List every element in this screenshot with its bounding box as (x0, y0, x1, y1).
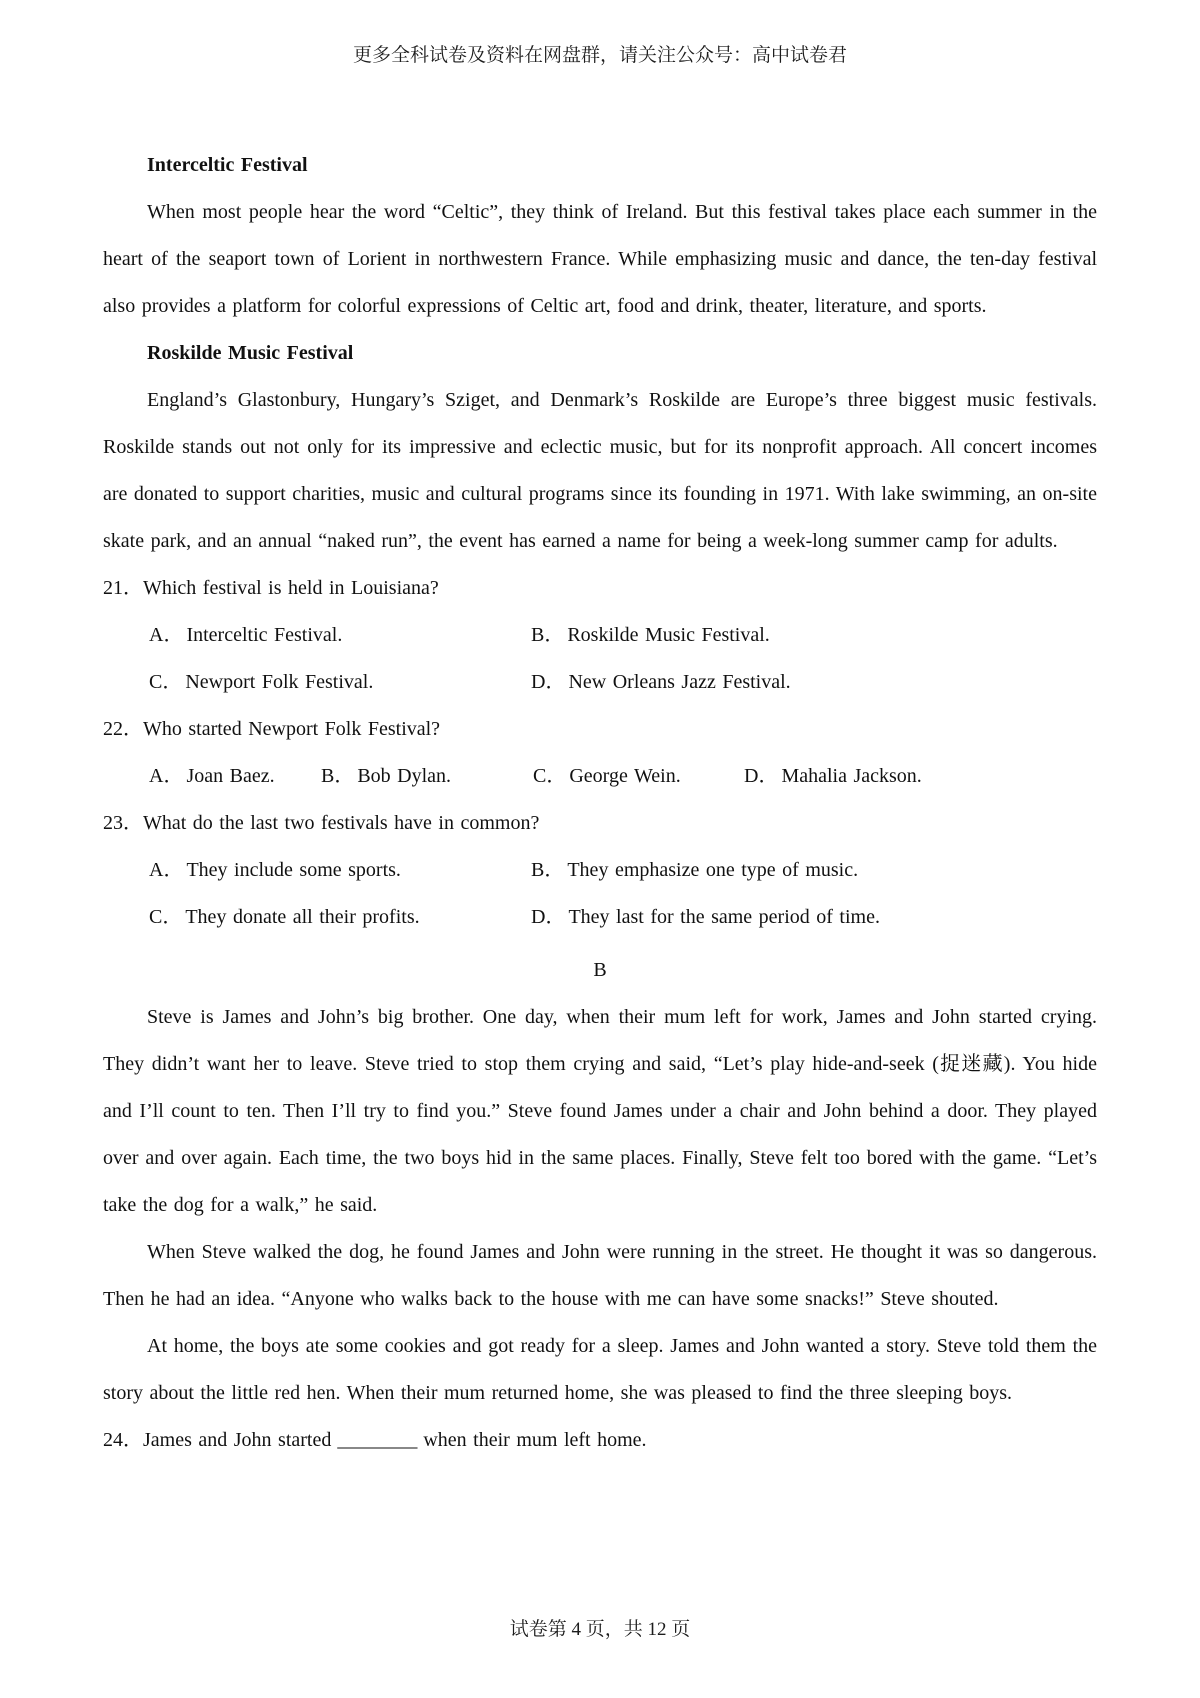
option-label: D． (744, 765, 779, 787)
option-text: Interceltic Festival. (186, 624, 343, 646)
question-21-option-a (149, 612, 531, 659)
question-23-option-b (531, 847, 858, 894)
option-text: They donate all their profits. (185, 906, 420, 928)
question-23 (103, 800, 1097, 847)
option-text: They include some sports. (186, 859, 401, 881)
option-label: D． (531, 906, 566, 928)
section-b-label: B (593, 959, 607, 981)
option-label: B． (531, 624, 565, 646)
question-22-text: Who started Newport Folk Festival? (143, 718, 441, 740)
passage-heading-interceltic: Interceltic Festival (147, 154, 308, 176)
footer-page-number: 试卷第 4 页，共 12 页 (509, 1619, 691, 1640)
option-text: New Orleans Jazz Festival. (568, 671, 791, 693)
question-21-option-b (531, 612, 770, 659)
option-label: C． (149, 671, 183, 693)
question-22-option-d (744, 753, 922, 800)
question-24-blank: ________ (337, 1429, 418, 1451)
question-23-text: What do the last two festivals have in common? (143, 812, 540, 834)
question-23-option-a (149, 847, 531, 894)
option-text: Roskilde Music Festival. (567, 624, 770, 646)
option-text: Joan Baez. (186, 765, 275, 787)
question-23-option-d (531, 894, 880, 941)
option-label: C． (533, 765, 567, 787)
option-text: They last for the same period of time. (568, 906, 880, 928)
question-21-options-row-2 (103, 659, 1097, 706)
option-text: Newport Folk Festival. (185, 671, 374, 693)
question-22-option-c (533, 753, 744, 800)
question-21-options-row-1 (103, 612, 1097, 659)
option-label: A． (149, 765, 184, 787)
passage-heading-roskilde: Roskilde Music Festival (147, 342, 354, 364)
question-24 (103, 1417, 1097, 1464)
option-label: A． (149, 859, 184, 881)
option-label: C． (149, 906, 183, 928)
question-21 (103, 565, 1097, 612)
question-24-text-before: James and John started (143, 1429, 332, 1451)
passage-b-paragraph-3: At home, the boys ate some cookies and got ready for a sleep. James and John wanted a story. Steve told them the story about the little red hen. When their mum returned home, she was pleased to find the three sleeping boys. (103, 1335, 1097, 1404)
passage-b-paragraph-2: When Steve walked the dog, he found James and John were running in the street. He thought it was so dangerous. Then he had an idea. “Anyone who walks back to the house with me can have some snacks!” Steve shouted. (103, 1241, 1097, 1310)
question-22-option-b (321, 753, 533, 800)
question-21-option-c (149, 659, 531, 706)
question-23-option-c (149, 894, 531, 941)
question-21-option-d (531, 659, 791, 706)
exam-content (103, 142, 1097, 1464)
question-22-number: 22． (103, 718, 143, 740)
option-label: A． (149, 624, 184, 646)
question-23-options-row-2 (103, 894, 1097, 941)
question-22-options-row (103, 753, 1097, 800)
question-24-text-after: when their mum left home. (423, 1429, 647, 1451)
header-notice: 更多全科试卷及资料在网盘群，请关注公众号：高中试卷君 (352, 45, 847, 66)
question-22 (103, 706, 1097, 753)
option-text: Bob Dylan. (357, 765, 452, 787)
question-24-number: 24． (103, 1429, 143, 1451)
question-21-text: Which festival is held in Louisiana? (143, 577, 439, 599)
passage-paragraph-roskilde: England’s Glastonbury, Hungary’s Sziget, and Denmark’s Roskilde are Europe’s three biggest music festivals. Roskilde stands out not only for its impressive and eclectic music, but for its nonprofit approach. All concert incomes are donated to support charities, music and cultural programs since its founding in 1971. With lake swimming, an on-site skate park, and an annual “naked run”, the event has earned a name for being a week-long summer camp for adults. (103, 389, 1097, 552)
option-label: B． (321, 765, 355, 787)
passage-paragraph-interceltic: When most people hear the word “Celtic”, they think of Ireland. But this festival takes place each summer in the heart of the seaport town of Lorient in northwestern France. While emphasizing music and dance, the ten-day festival also provides a platform for colorful expressions of Celtic art, food and drink, theater, literature, and sports. (103, 201, 1097, 317)
question-23-number: 23． (103, 812, 143, 834)
passage-b-paragraph-1: Steve is James and John’s big brother. One day, when their mum left for work, James and John started crying. They didn’t want her to leave. Steve tried to stop them crying and said, “Let’s play hide-and-seek (捉迷藏). You hide and I’ll count to ten. Then I’ll try to find you.” Steve found James under a chair and John behind a door. They played over and over again. Each time, the two boys hid in the same places. Finally, Steve felt too bored with the game. “Let’s take the dog for a walk,” he said. (103, 1006, 1097, 1216)
option-text: They emphasize one type of music. (567, 859, 859, 881)
question-22-option-a (149, 753, 321, 800)
option-text: George Wein. (569, 765, 681, 787)
option-text: Mahalia Jackson. (781, 765, 922, 787)
option-label: D． (531, 671, 566, 693)
question-21-number: 21． (103, 577, 143, 599)
option-label: B． (531, 859, 565, 881)
question-23-options-row-1 (103, 847, 1097, 894)
